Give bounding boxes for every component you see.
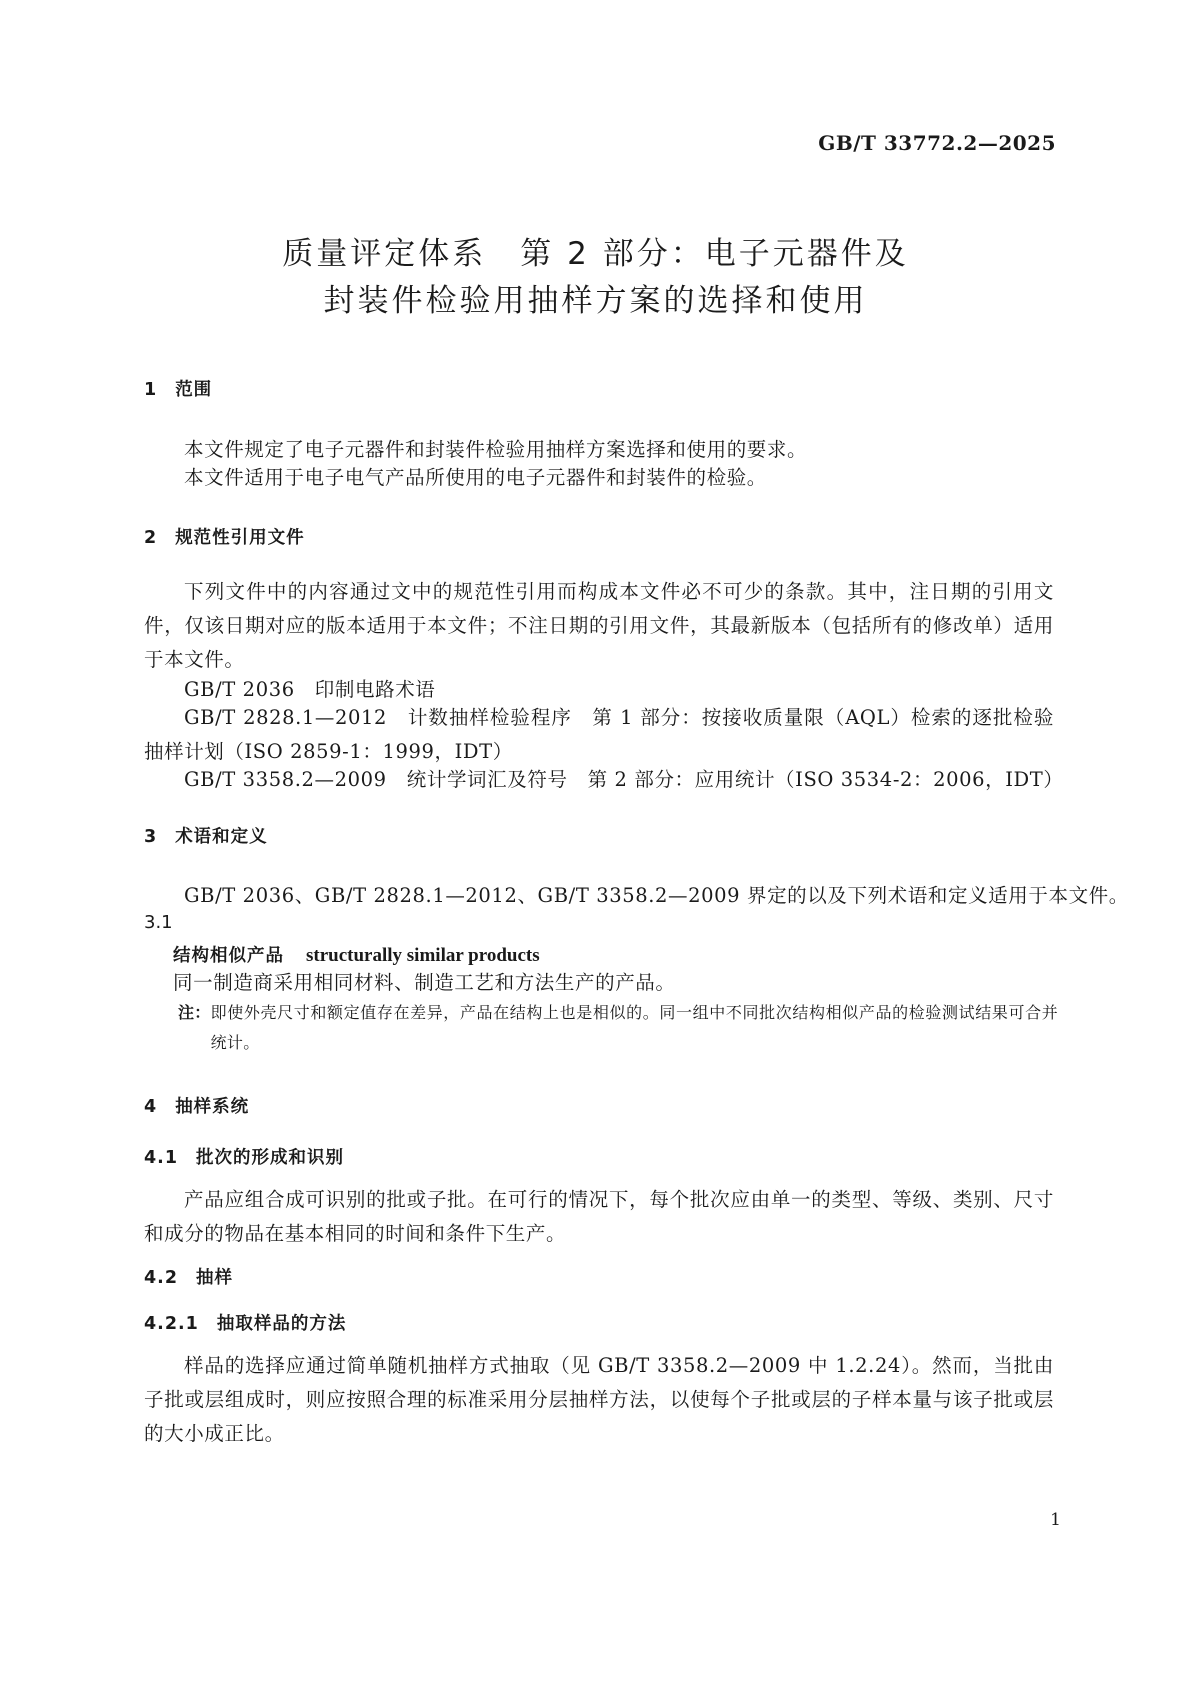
reference-gbt2828: [144, 701, 1054, 769]
reference-gbt3358: GB/T 3358.2—2009 统计学词汇及符号 第 2 部分：应用统计（ISO 3534-2：2006，IDT）: [184, 768, 1064, 791]
section-1-heading: [144, 376, 212, 401]
section-number: 1: [144, 380, 158, 400]
section-number: 4: [144, 1097, 158, 1117]
section-4-1-para: [144, 1183, 1054, 1251]
section-number: 3: [144, 827, 158, 847]
document-title-line1: 质量评定体系 第 2 部分：电子元器件及: [282, 236, 909, 272]
standard-code: GB/T 33772.2—2025: [818, 131, 1056, 155]
section-4-heading: [144, 1093, 249, 1118]
section-paragraph: 产品应组合成可识别的批或子批。在可行的情况下，每个批次应由单一的类型、等级、类别、尺寸和成分的物品在基本相同的时间和条件下生产。: [144, 1188, 1054, 1245]
page-number: 1: [1050, 1510, 1061, 1530]
section-title: 抽样: [196, 1268, 234, 1288]
section-title: 抽样系统: [175, 1097, 250, 1117]
section-number: 4.2: [144, 1268, 179, 1288]
term-number: 3.1: [144, 912, 173, 933]
section-4-1-heading: [144, 1144, 344, 1169]
note-label: 注：: [178, 1003, 211, 1022]
section-title: 术语和定义: [175, 827, 268, 847]
section-1-para1: 本文件规定了电子元器件和封装件检验用抽样方案选择和使用的要求。: [184, 438, 808, 461]
term-note: [178, 998, 1058, 1058]
section-2-heading: [144, 524, 305, 549]
section-4-2-1-para: [144, 1349, 1054, 1451]
section-title: 抽取样品的方法: [216, 1314, 347, 1334]
section-3-intro: GB/T 2036、GB/T 2828.1—2012、GB/T 3358.2—2009 界定的以及下列术语和定义适用于本文件。: [184, 884, 1129, 907]
section-title: 批次的形成和识别: [196, 1148, 345, 1168]
section-title: 范围: [175, 380, 213, 400]
note-text: 即使外壳尺寸和额定值存在差异，产品在结构上也是相似的。同一组中不同批次结构相似产品的检验测试结果可合并统计。: [210, 1003, 1058, 1052]
section-number: 2: [144, 528, 158, 548]
section-2-intro: [144, 575, 1054, 677]
intro-paragraph: 下列文件中的内容通过文中的规范性引用而构成本文件必不可少的条款。其中，注日期的引用文件，仅该日期对应的版本适用于本文件；不注日期的引用文件，其最新版本（包括所有的修改单）适用于本文件。: [144, 580, 1054, 671]
term-english: structurally similar products: [306, 945, 540, 966]
section-paragraph: 样品的选择应通过简单随机抽样方式抽取（见 GB/T 3358.2—2009 中 1.2.24）。然而，当批由子批或层组成时，则应按照合理的标准采用分层抽样方法，以使每个子批或层的子样本量与该子批或层的大小成正比。: [144, 1354, 1054, 1445]
section-4-2-heading: [144, 1264, 233, 1289]
section-number: 4.1: [144, 1148, 179, 1168]
reference-paragraph: GB/T 2828.1—2012 计数抽样检验程序 第 1 部分：按接收质量限（AQL）检索的逐批检验抽样计划（ISO 2859-1：1999，IDT）: [144, 706, 1054, 763]
section-1-para2: 本文件适用于电子电气产品所使用的电子元器件和封装件的检验。: [184, 466, 767, 489]
term-definition: 同一制造商采用相同材料、制造工艺和方法生产的产品。: [173, 971, 676, 994]
section-number: 4.2.1: [144, 1314, 199, 1334]
section-4-2-1-heading: [144, 1310, 346, 1335]
document-title-line2: 封装件检验用抽样方案的选择和使用: [323, 283, 868, 319]
reference-gbt2036: GB/T 2036 印制电路术语: [184, 678, 436, 701]
term-title: [173, 942, 540, 967]
term-chinese: 结构相似产品: [173, 946, 284, 966]
section-3-heading: [144, 823, 268, 848]
section-title: 规范性引用文件: [175, 528, 305, 548]
